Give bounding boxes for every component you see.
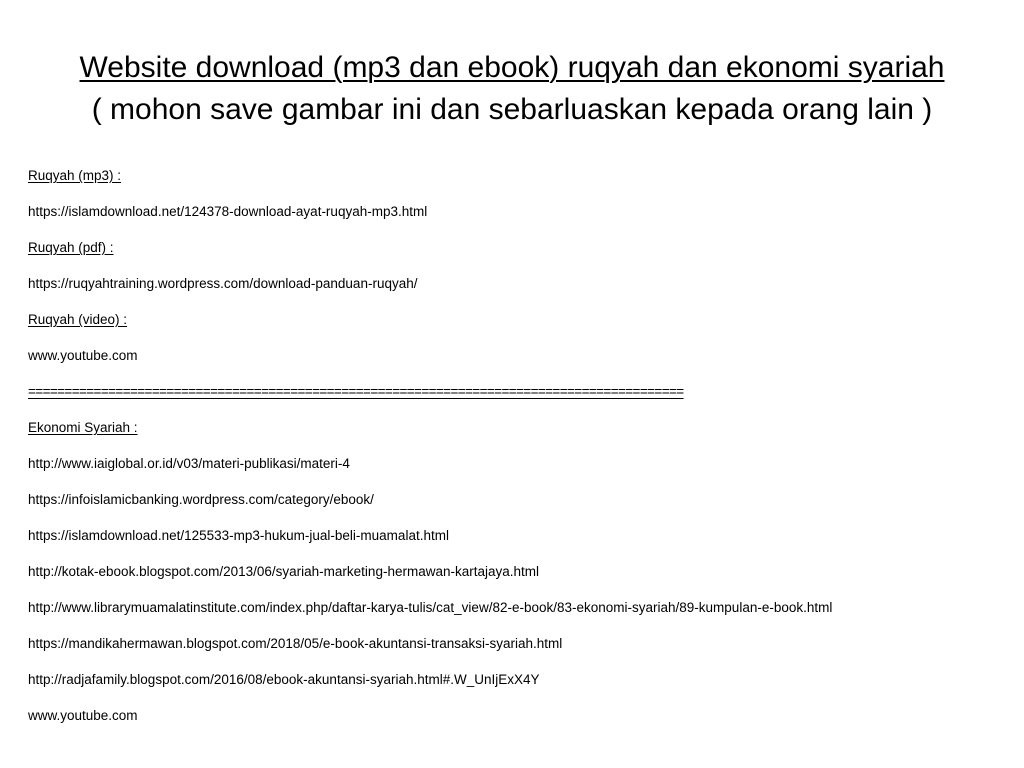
url-text: https://islamdownload.net/125533-mp3-hukum-jual-beli-muamalat.html: [28, 528, 449, 543]
url-line: [28, 347, 1018, 383]
section-heading-ekonomi-syariah: [28, 419, 1018, 455]
section-heading-ruqyah-mp3: [28, 167, 1018, 203]
url-text: http://radjafamily.blogspot.com/2016/08/ebook-akuntansi-syariah.html#.W_UnIjExX4Y: [28, 672, 540, 687]
heading-text: Ekonomi Syariah :: [28, 420, 138, 435]
url-line: [28, 527, 1018, 563]
url-text: https://infoislamicbanking.wordpress.com/category/ebook/: [28, 492, 374, 507]
page-title: Website download (mp3 dan ebook) ruqyah dan ekonomi syariah: [79, 51, 945, 84]
heading-text: Ruqyah (video) :: [28, 312, 128, 327]
url-line: [28, 455, 1018, 491]
page-subtitle: ( mohon save gambar ini dan sebarluaskan kepada orang lain ): [91, 93, 933, 126]
url-text: http://kotak-ebook.blogspot.com/2013/06/syariah-marketing-hermawan-kartajaya.html: [28, 564, 540, 579]
section-heading-ruqyah-pdf: [28, 239, 1018, 275]
url-line: [28, 599, 1018, 635]
url-text: http://www.librarymuamalatinstitute.com/index.php/daftar-karya-tulis/cat_view/82-e-book/83-ekonomi-syariah/89-kumpulan-e-book.html: [28, 600, 833, 615]
url-text: https://islamdownload.net/124378-download-ayat-ruqyah-mp3.html: [28, 204, 428, 219]
url-line: [28, 707, 1018, 743]
separator-text: ==========================================================================================: [28, 384, 684, 399]
url-text: https://mandikahermawan.blogspot.com/2018/05/e-book-akuntansi-transaksi-syariah.html: [28, 636, 563, 651]
url-text: www.youtube.com: [28, 348, 138, 363]
url-line: [28, 635, 1018, 671]
document-body: [28, 167, 1018, 743]
url-line: [28, 491, 1018, 527]
heading-text: Ruqyah (mp3) :: [28, 168, 122, 183]
url-line: [28, 563, 1018, 599]
url-text: www.youtube.com: [28, 708, 138, 723]
url-line: [28, 203, 1018, 239]
separator-line: [28, 383, 1018, 419]
url-line: [28, 275, 1018, 311]
heading-text: Ruqyah (pdf) :: [28, 240, 114, 255]
section-heading-ruqyah-video: [28, 311, 1018, 347]
url-text: http://www.iaiglobal.or.id/v03/materi-publikasi/materi-4: [28, 456, 350, 471]
url-text: https://ruqyahtraining.wordpress.com/download-panduan-ruqyah/: [28, 276, 418, 291]
url-line: [28, 671, 1018, 707]
